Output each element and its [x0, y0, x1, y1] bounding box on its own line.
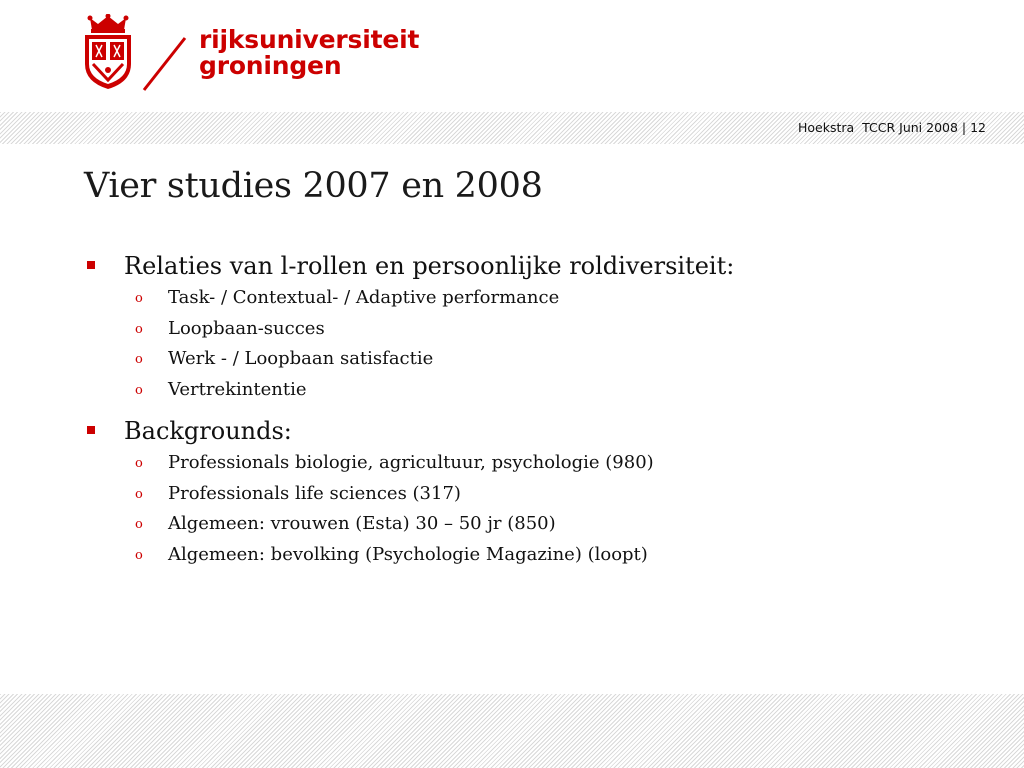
- bullet-heading-text: Relaties van l-rollen en persoonlijke roldiversiteit:: [124, 252, 735, 280]
- bullet-heading-text: Backgrounds:: [124, 417, 292, 445]
- circle-bullet-icon: o: [135, 291, 143, 306]
- circle-bullet-icon: o: [135, 486, 143, 502]
- circle-bullet-icon: o: [135, 352, 143, 367]
- sub-bullet-text: Algemeen: bevolking (Psychologie Magazine) (loopt): [168, 543, 648, 565]
- wordmark-line-2: groningen: [199, 51, 342, 80]
- sub-bullet-text: Vertrekintentie: [168, 378, 307, 400]
- bullet-heading-relaties: [84, 249, 984, 283]
- slide-title: Vier studies 2007 en 2008: [84, 166, 543, 206]
- sub-bullet-item: [84, 344, 984, 375]
- sub-bullet-item: [84, 540, 984, 571]
- square-bullet-icon: [87, 261, 95, 269]
- circle-bullet-icon: o: [135, 517, 143, 532]
- sub-bullet-text: Professionals life sciences (317): [168, 482, 461, 504]
- sub-bullet-item: [84, 283, 984, 314]
- circle-bullet-icon: o: [135, 456, 143, 471]
- sub-bullet-text: Algemeen: vrouwen (Esta) 30 – 50 jr (850): [168, 513, 556, 534]
- circle-bullet-icon: o: [135, 547, 143, 563]
- sub-bullet-item: [84, 448, 984, 479]
- bottom-hatched-band: [0, 694, 1024, 768]
- square-bullet-icon: [87, 426, 95, 434]
- header-logo-area: [0, 0, 1024, 112]
- sub-bullet-text: Loopbaan-succes: [168, 317, 325, 339]
- university-wordmark: [199, 27, 419, 79]
- slide-footer-text: Hoekstra TCCR Juni 2008 | 12: [797, 120, 986, 135]
- circle-bullet-icon: o: [135, 382, 143, 398]
- sub-bullet-item: [84, 375, 984, 406]
- circle-bullet-icon: o: [135, 321, 143, 337]
- university-crest-icon: [82, 14, 134, 90]
- sub-bullet-text: Werk - / Loopbaan satisfactie: [168, 348, 434, 369]
- slide-content: [84, 249, 984, 570]
- sub-bullet-item: [84, 479, 984, 510]
- bullet-heading-backgrounds: [84, 414, 984, 448]
- sub-bullet-item: [84, 509, 984, 540]
- sub-bullet-text: Task- / Contextual- / Adaptive performance: [168, 287, 560, 308]
- sub-bullet-item: [84, 314, 984, 345]
- logo-slash-icon: [140, 36, 190, 92]
- wordmark-line-1: rijksuniversiteit: [199, 25, 420, 54]
- sub-bullet-text: Professionals biologie, agricultuur, psychologie (980): [168, 452, 654, 473]
